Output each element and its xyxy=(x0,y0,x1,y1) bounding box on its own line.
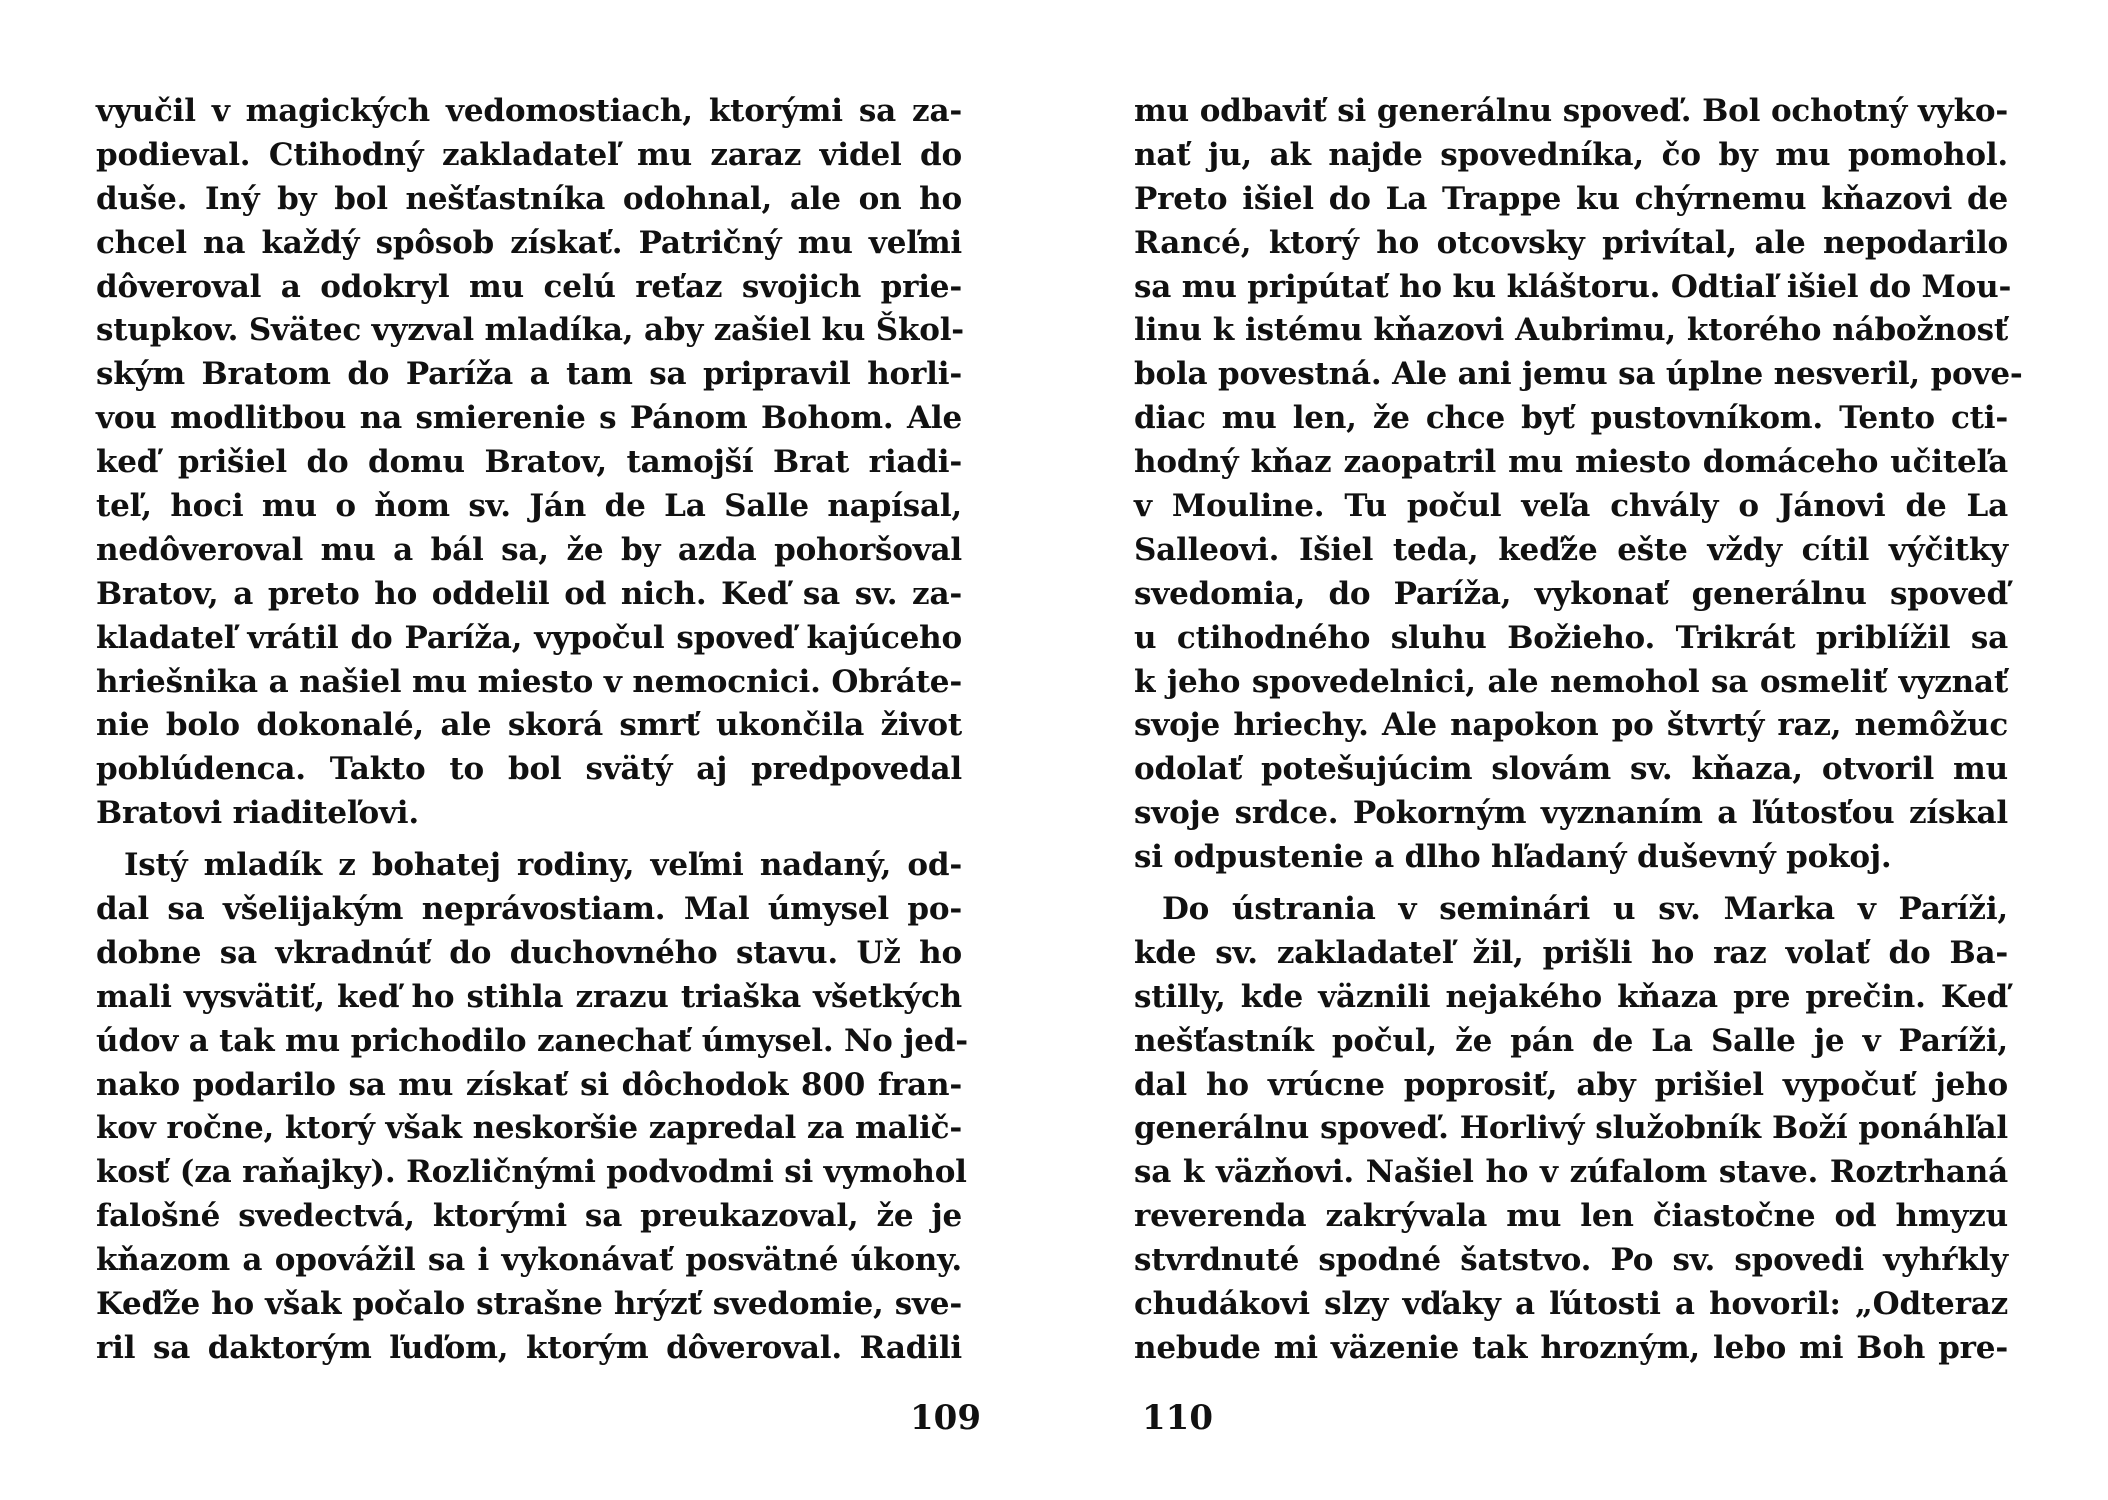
text-line: ril sa daktorým ľuďom, ktorým dôveroval. Radili xyxy=(96,1329,962,1366)
text-line: nať ju, ak najde spovedníka, čo by mu pomohol. xyxy=(1134,136,2008,173)
right-page-number: 110 xyxy=(1142,1398,1213,1438)
text-line: svoje srdce. Pokorným vyznaním a ľútosťou získal xyxy=(1134,795,2008,832)
text-line: svoje hriechy. Ale napokon po štvrtý raz, nemôžuc xyxy=(1134,707,2008,744)
text-line: Bratovi riaditeľovi. xyxy=(96,795,419,832)
text-line: falošné svedectvá, ktorými sa preukazoval, že je xyxy=(96,1198,962,1235)
text-line: bola povestná. Ale ani jemu sa úplne nesveril, pove- xyxy=(1134,356,2023,393)
text-line: Istý mladík z bohatej rodiny, veľmi nadaný, od- xyxy=(124,847,962,884)
text-line: teľ, hoci mu o ňom sv. Ján de La Salle napísal, xyxy=(96,488,962,525)
left-page-text xyxy=(96,90,968,1371)
text-line: mu odbaviť si generálnu spoveď. Bol ochotný vyko- xyxy=(1134,93,2008,129)
text-line: podieval. Ctihodný zakladateľ mu zaraz videl do xyxy=(96,136,962,173)
text-line: diac mu len, že chce byť pustovníkom. Tento cti- xyxy=(1134,400,2008,437)
text-line: stilly, kde väznili nejakého kňaza pre prečin. Keď xyxy=(1134,978,2008,1015)
text-line: mali vysvätiť, keď ho stihla zrazu triaška všetkých xyxy=(96,978,962,1015)
text-line: Preto išiel do La Trappe ku chýrnemu kňazovi de xyxy=(1134,180,2008,217)
text-line: svedomia, do Paríža, vykonať generálnu spoveď xyxy=(1134,575,2008,612)
text-line: duše. Iný by bol nešťastníka odohnal, ale on ho xyxy=(96,180,962,217)
text-line: Do ústrania v seminári u sv. Marka v Paríži, xyxy=(1162,891,2008,928)
text-line: u ctihodného sluhu Božieho. Trikrát priblížil sa xyxy=(1134,619,2008,656)
text-line: vou modlitbou na smierenie s Pánom Bohom. Ale xyxy=(96,400,962,437)
text-line: sa mu pripútať ho ku kláštoru. Odtiaľ išiel do Mou- xyxy=(1134,268,2012,305)
text-line: si odpustenie a dlho hľadaný duševný pokoj. xyxy=(1134,839,1892,876)
text-line: stvrdnuté spodné šatstvo. Po sv. spovedi vyhŕkly xyxy=(1134,1242,2008,1279)
text-line: nedôveroval mu a bál sa, že by azda pohoršoval xyxy=(96,531,962,568)
text-line: stupkov. Svätec vyzval mladíka, aby zašiel ku Škol- xyxy=(96,312,964,349)
text-line: dal sa všelijakým neprávostiam. Mal úmysel po- xyxy=(96,891,962,928)
text-line: nebude mi väzenie tak hrozným, lebo mi Boh pre- xyxy=(1134,1329,2008,1366)
text-line: kosť (za raňajky). Rozličnými podvodmi si vymohol xyxy=(96,1154,967,1191)
text-line: dal ho vrúcne poprosiť, aby prišiel vypočuť jeho xyxy=(1134,1066,2008,1103)
text-line: kňazom a opovážil sa i vykonávať posvätné úkony. xyxy=(96,1242,962,1279)
text-line: chcel na každý spôsob získať. Patričný mu veľmi xyxy=(96,224,962,261)
text-line: poblúdenca. Takto to bol svätý aj predpovedal xyxy=(96,751,962,788)
text-line: nie bolo dokonalé, ale skorá smrť ukončila život xyxy=(96,707,962,744)
text-line: kde sv. zakladateľ žil, prišli ho raz volať do Ba- xyxy=(1134,934,2008,971)
text-line: generálnu spoveď. Horlivý služobník Boží ponáhľal xyxy=(1134,1110,2008,1147)
text-line: kov ročne, ktorý však neskoršie zapredal za malič- xyxy=(96,1110,962,1147)
text-line: dôveroval a odokryl mu celú reťaz svojich prie- xyxy=(96,268,962,305)
text-line: odolať potešujúcim slovám sv. kňaza, otvoril mu xyxy=(1134,751,2008,788)
paragraph-gap xyxy=(96,836,962,844)
text-line: vyučil v magických vedomostiach, ktorými sa za- xyxy=(96,93,962,129)
text-line: hriešnika a našiel mu miesto v nemocnici. Obráte- xyxy=(96,663,962,700)
text-line: nešťastník počul, že pán de La Salle je v Paríži, xyxy=(1134,1022,2008,1059)
text-line: chudákovi slzy vďaky a ľútosti a hovoril: „Odteraz xyxy=(1134,1286,2008,1323)
text-line: Bratov, a preto ho oddelil od nich. Keď sa sv. za- xyxy=(96,575,962,612)
text-line: nako podarilo sa mu získať si dôchodok 800 fran- xyxy=(96,1066,962,1103)
text-line: hodný kňaz zaopatril mu miesto domáceho učiteľa xyxy=(1134,444,2008,481)
right-page xyxy=(1054,0,2108,1500)
text-line: k jeho spovedelnici, ale nemohol sa osmeliť vyznať xyxy=(1134,663,2008,700)
text-line: Salleovi. Išiel teda, keďže ešte vždy cítil výčitky xyxy=(1134,531,2008,568)
text-line: ským Bratom do Paríža a tam sa pripravil horli- xyxy=(96,356,962,393)
text-line: Keďže ho však počalo strašne hrýzť svedomie, sve- xyxy=(96,1286,962,1323)
text-line: reverenda zakrývala mu len čiastočne od hmyzu xyxy=(1134,1198,2008,1235)
text-line: kladateľ vrátil do Paríža, vypočul spoveď kajúceho xyxy=(96,619,962,656)
text-line: sa k väzňovi. Našiel ho v zúfalom stave. Roztrhaná xyxy=(1134,1154,2008,1191)
text-line: linu k istému kňazovi Aubrimu, ktorého nábožnosť xyxy=(1134,312,2008,349)
right-page-text xyxy=(1134,90,2023,1371)
text-line: dobne sa vkradnúť do duchovného stavu. Už ho xyxy=(96,934,962,971)
paragraph-gap xyxy=(1134,880,2008,888)
text-line: v Mouline. Tu počul veľa chvály o Jánovi de La xyxy=(1134,488,2008,525)
text-line: keď prišiel do domu Bratov, tamojší Brat riadi- xyxy=(96,444,962,481)
text-line: údov a tak mu prichodilo zanechať úmysel. No jed- xyxy=(96,1022,968,1059)
left-page-number: 109 xyxy=(910,1398,981,1438)
text-line: Rancé, ktorý ho otcovsky privítal, ale nepodarilo xyxy=(1134,224,2008,261)
